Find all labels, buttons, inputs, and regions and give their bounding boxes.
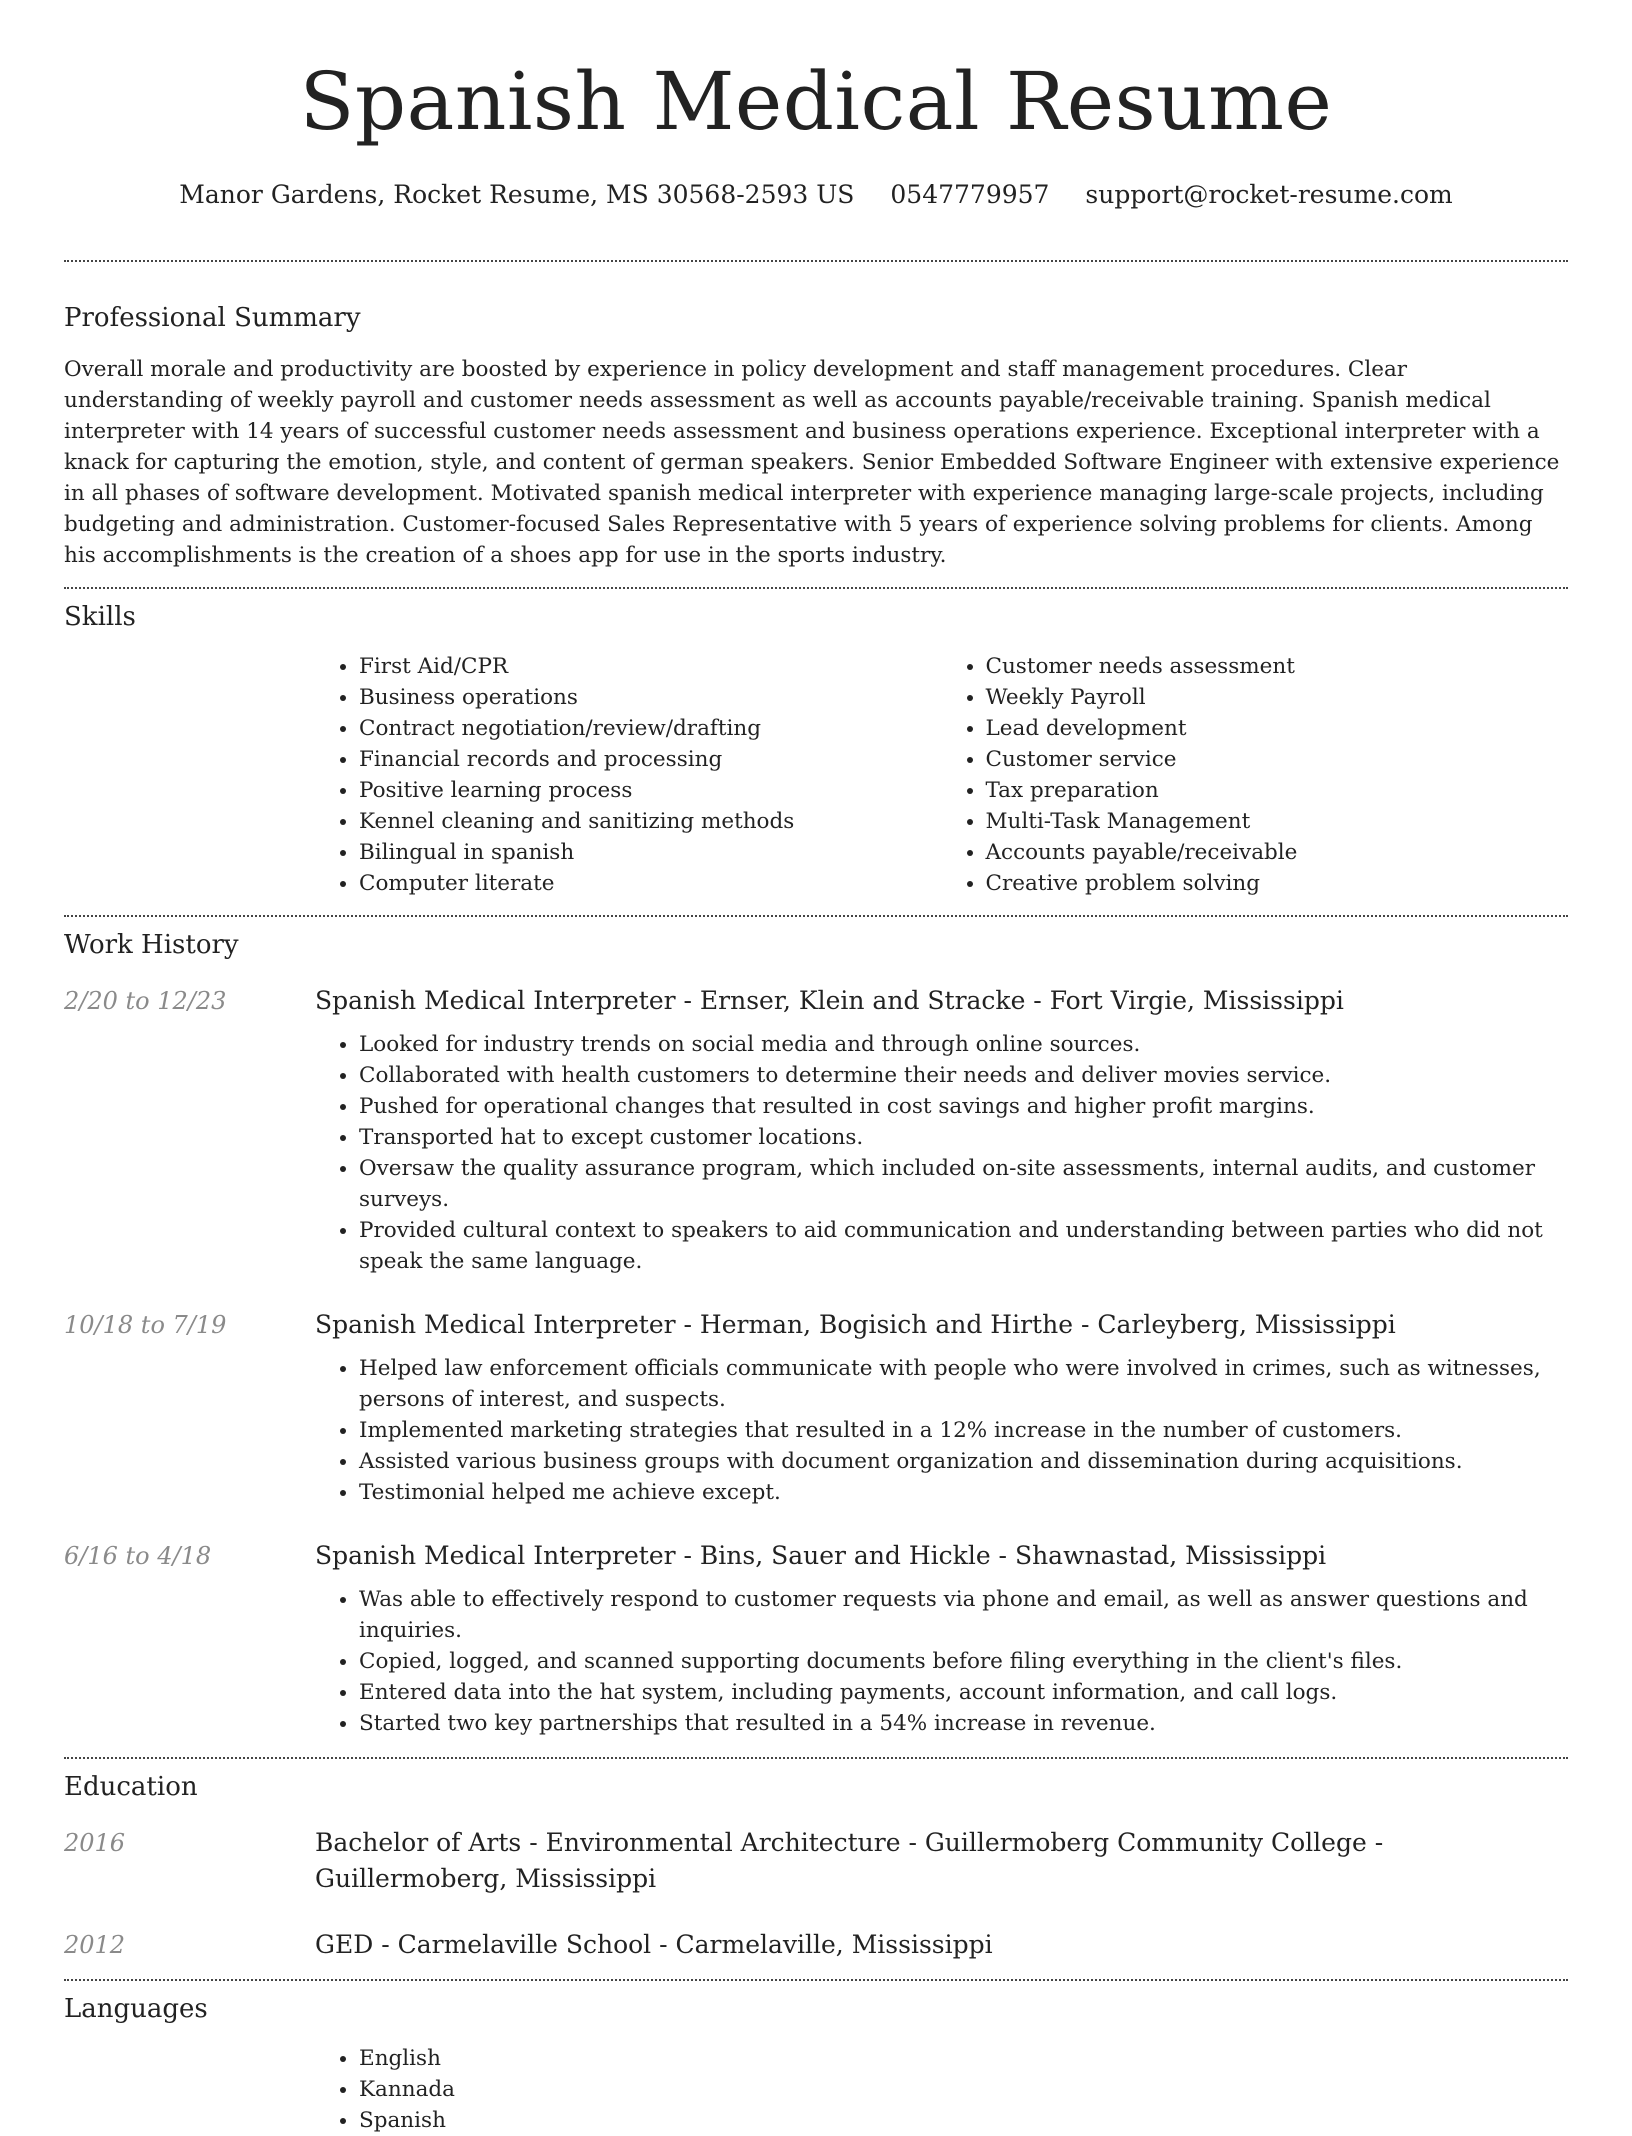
job-bullet: • Assisted various business groups with document organization and dissemination during acquisitions.	[359, 1446, 1568, 1477]
job-bullet: • Transported hat to except customer locations.	[359, 1122, 1568, 1153]
job-bullet: • Provided cultural context to speakers to aid communication and understanding between parties who did not speak the same language.	[359, 1215, 1568, 1277]
job-body	[315, 1538, 1568, 1739]
education-entry	[64, 1825, 1568, 1897]
education-body	[315, 1825, 1568, 1897]
job-bullet: • Collaborated with health customers to determine their needs and deliver movies service.	[359, 1060, 1568, 1091]
job-dates: 2/20 to 12/23	[64, 987, 227, 1015]
education-body	[315, 1927, 1568, 1963]
education-heading: Education	[64, 1772, 198, 1802]
job-dates: 6/16 to 4/18	[64, 1542, 212, 1570]
skill-item: • Accounts payable/receivable	[986, 837, 1569, 868]
summary-section	[64, 262, 1568, 587]
skill-item: • Computer literate	[359, 868, 942, 899]
job-entry	[64, 983, 1568, 1277]
job-bullet: • Copied, logged, and scanned supporting documents before filing everything in the client's files.	[359, 1646, 1568, 1677]
skill-item: • Positive learning process	[359, 775, 942, 806]
work-heading: Work History	[64, 930, 239, 960]
job-bullet: • Implemented marketing strategies that resulted in a 12% increase in the number of customers.	[359, 1415, 1568, 1446]
job-entry	[64, 1538, 1568, 1757]
education-entry	[64, 1927, 1568, 1979]
summary-text: Overall morale and productivity are boosted by experience in policy development and staff management procedures. Clear understanding of weekly payroll and customer needs assessment as well as accounts payable/receivable training. Spanish medical interpreter with 14 years of successful customer needs assessment and business operations experience. Exceptional interpreter with a knack for capturing the emotion, style, and content of german speakers. Senior Embedded Software Engineer with extensive experience in all phases of software development. Motivated spanish medical interpreter with experience managing large-scale projects, including budgeting and administration. Customer-focused Sales Representative with 5 years of experience solving problems for clients. Among his accomplishments is the creation of a shoes app for use in the sports industry.	[64, 357, 1560, 568]
contact-email: support@rocket-resume.com	[1085, 180, 1453, 209]
skill-item: • Lead development	[986, 713, 1569, 744]
job-bullet: • Pushed for operational changes that resulted in cost savings and higher profit margins.	[359, 1091, 1568, 1122]
skill-item: • Customer service	[986, 744, 1569, 775]
skill-item: • Kennel cleaning and sanitizing methods	[359, 806, 942, 837]
skill-item: • Bilingual in spanish	[359, 837, 942, 868]
job-bullet: • Helped law enforcement officials communicate with people who were involved in crimes, such as witnesses, persons of interest, and suspects.	[359, 1353, 1568, 1415]
job-bullets	[315, 1029, 1568, 1277]
job-bullet: • Looked for industry trends on social media and through online sources.	[359, 1029, 1568, 1060]
job-dates: 10/18 to 7/19	[64, 1311, 227, 1339]
contact-address: Manor Gardens, Rocket Resume, MS 30568-2593 US	[179, 180, 855, 209]
skill-item: • First Aid/CPR	[359, 651, 942, 682]
job-bullet: • Started two key partnerships that resulted in a 54% increase in revenue.	[359, 1708, 1568, 1739]
language-item: • Kannada	[359, 2074, 1568, 2105]
job-title: Spanish Medical Interpreter - Ernser, Klein and Stracke - Fort Virgie, Mississippi	[315, 986, 1344, 1015]
job-bullet: • Entered data into the hat system, including payments, account information, and call logs.	[359, 1677, 1568, 1708]
contact-phone: 0547779957	[890, 180, 1050, 209]
job-title: Spanish Medical Interpreter - Bins, Sauer and Hickle - Shawnastad, Mississippi	[315, 1541, 1327, 1570]
education-year: 2012	[64, 1931, 126, 1959]
resume-name: Spanish Medical Resume	[299, 55, 1333, 148]
skill-item: • Creative problem solving	[986, 868, 1569, 899]
skill-item: • Weekly Payroll	[986, 682, 1569, 713]
contact-line	[64, 178, 1568, 212]
skill-item: • Business operations	[359, 682, 942, 713]
education-title: GED - Carmelaville School - Carmelaville, Mississippi	[315, 1930, 993, 1959]
job-bullets	[315, 1353, 1568, 1508]
education-year: 2016	[64, 1829, 126, 1857]
job-bullets	[315, 1584, 1568, 1739]
job-entry	[64, 1307, 1568, 1508]
languages-section	[64, 1981, 1568, 2136]
education-section	[64, 1759, 1568, 1979]
job-body	[315, 1307, 1568, 1508]
languages-list	[315, 2043, 1568, 2136]
job-bullet: • Oversaw the quality assurance program, which included on-site assessments, internal audits, and customer surveys.	[359, 1153, 1568, 1215]
skills-section	[64, 589, 1568, 915]
skill-item: • Contract negotiation/review/drafting	[359, 713, 942, 744]
job-body	[315, 983, 1568, 1277]
language-item: • English	[359, 2043, 1568, 2074]
job-title: Spanish Medical Interpreter - Herman, Bogisich and Hirthe - Carleyberg, Mississippi	[315, 1310, 1396, 1339]
skill-item: • Multi-Task Management	[986, 806, 1569, 837]
skills-left-list	[315, 651, 942, 899]
languages-heading: Languages	[64, 1994, 208, 2024]
job-bullet: • Was able to effectively respond to customer requests via phone and email, as well as answer questions and inquiries.	[359, 1584, 1568, 1646]
job-bullet: • Testimonial helped me achieve except.	[359, 1477, 1568, 1508]
skills-grid	[315, 635, 1568, 915]
language-item: • Spanish	[359, 2105, 1568, 2136]
summary-heading: Professional Summary	[64, 303, 361, 333]
skill-item: • Tax preparation	[986, 775, 1569, 806]
skills-heading: Skills	[64, 602, 136, 632]
skills-right-list	[942, 651, 1569, 899]
skill-item: • Customer needs assessment	[986, 651, 1569, 682]
work-section	[64, 917, 1568, 1757]
skill-item: • Financial records and processing	[359, 744, 942, 775]
education-title: Bachelor of Arts - Environmental Architecture - Guillermoberg Community College - Guillermoberg, Mississippi	[315, 1828, 1384, 1893]
